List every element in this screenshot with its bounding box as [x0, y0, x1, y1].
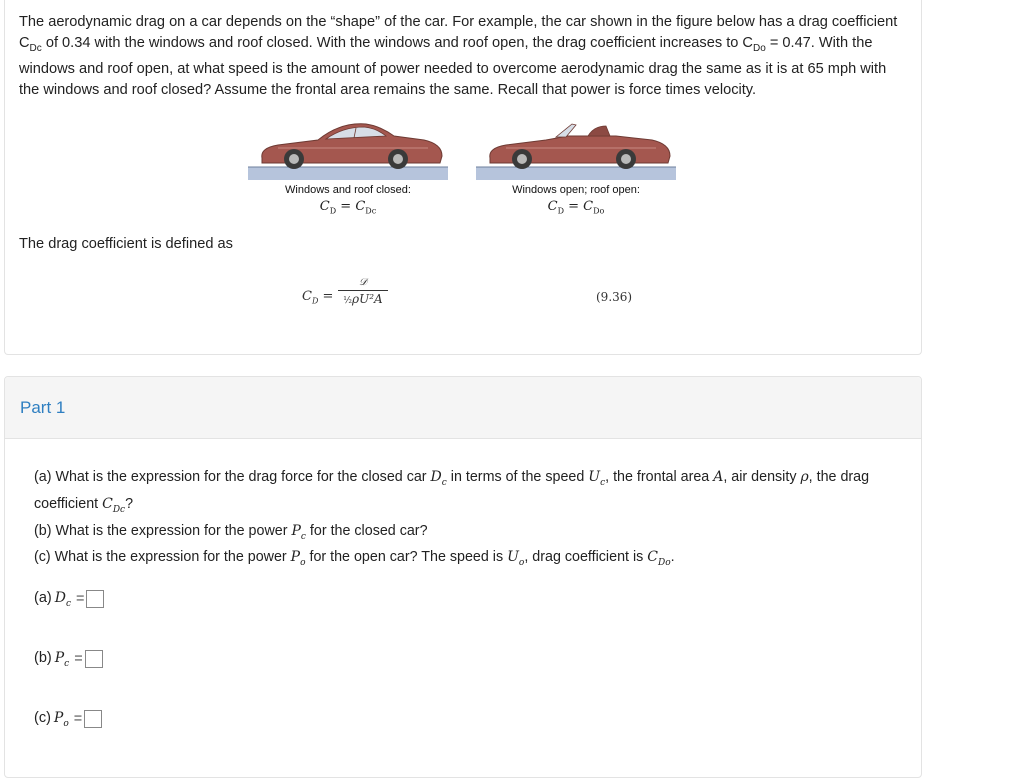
answer-label-a: (a) $D_c$ — [34, 590, 72, 609]
problem-statement: The aerodynamic drag on a car depends on the “shape” of the car. For example, the car shown in the figure below has a drag coefficient $C_{Dc}$ of 0.34 with the windows and roof closed. With the windows and roof open, the drag coefficient increases to $C_{Do} = 0.47$. With the windows and roof open, at what speed is the amount of power needed to overcome aerodynamic drag the same as it is at 65 mph with the windows and roof closed? Assume the frontal area remains the same. Recall that power is force times velocity. — [19, 14, 898, 98]
equation-numerator: 𝒟 — [338, 276, 388, 291]
car-open-image — [476, 118, 676, 180]
questions-block — [34, 467, 894, 574]
equation-number: (9.36) — [596, 290, 633, 304]
figure-caption-open: Windows open; roof open: — [512, 184, 640, 196]
figure-formula-open: $C_D = C_{Do}$ — [547, 199, 605, 216]
question-a: (a) What is the expression for the drag force for the closed car $D_c$ in terms of the speed $U_c$, the frontal area A, air density ρ, the drag coefficient $C_{Dc}$? — [34, 469, 870, 515]
answer-row-a: (a) $D_c$ = — [34, 590, 104, 609]
question-b: (b) What is the expression for the power $P_c$ for the closed car? — [34, 522, 428, 542]
drag-coefficient-definition-text: The drag coefficient is defined as — [19, 236, 233, 252]
equation-denominator: ½ρU²A — [343, 292, 383, 306]
answer-row-c: (c) $P_o$ = — [34, 710, 102, 729]
part-title: Part 1 — [20, 398, 66, 417]
car-closed-image — [248, 118, 448, 180]
figure-car-closed — [248, 118, 448, 216]
answer-label-c: (c) $P_o$ — [34, 710, 69, 729]
answer-row-b: (b) $P_c$ = — [34, 650, 103, 669]
figure-car-open — [476, 118, 676, 216]
part-header — [5, 377, 921, 439]
figure-formula-closed: $C_D = C_{Dc}$ — [319, 199, 377, 216]
answer-input-c[interactable] — [84, 710, 102, 728]
figure-caption-closed: Windows and roof closed: — [285, 184, 411, 196]
part-card — [4, 376, 922, 778]
answer-input-a[interactable] — [86, 590, 104, 608]
answer-label-b: (b) $P_c$ — [34, 650, 70, 669]
question-c: (c) What is the expression for the power $P_o$ for the open car? The speed is $U_o$, drag coefficient is $C_{Do}$. — [34, 549, 675, 569]
equation-fraction — [338, 276, 388, 309]
equation-lhs: $C_D$ = — [302, 289, 334, 306]
answer-input-b[interactable] — [85, 650, 103, 668]
